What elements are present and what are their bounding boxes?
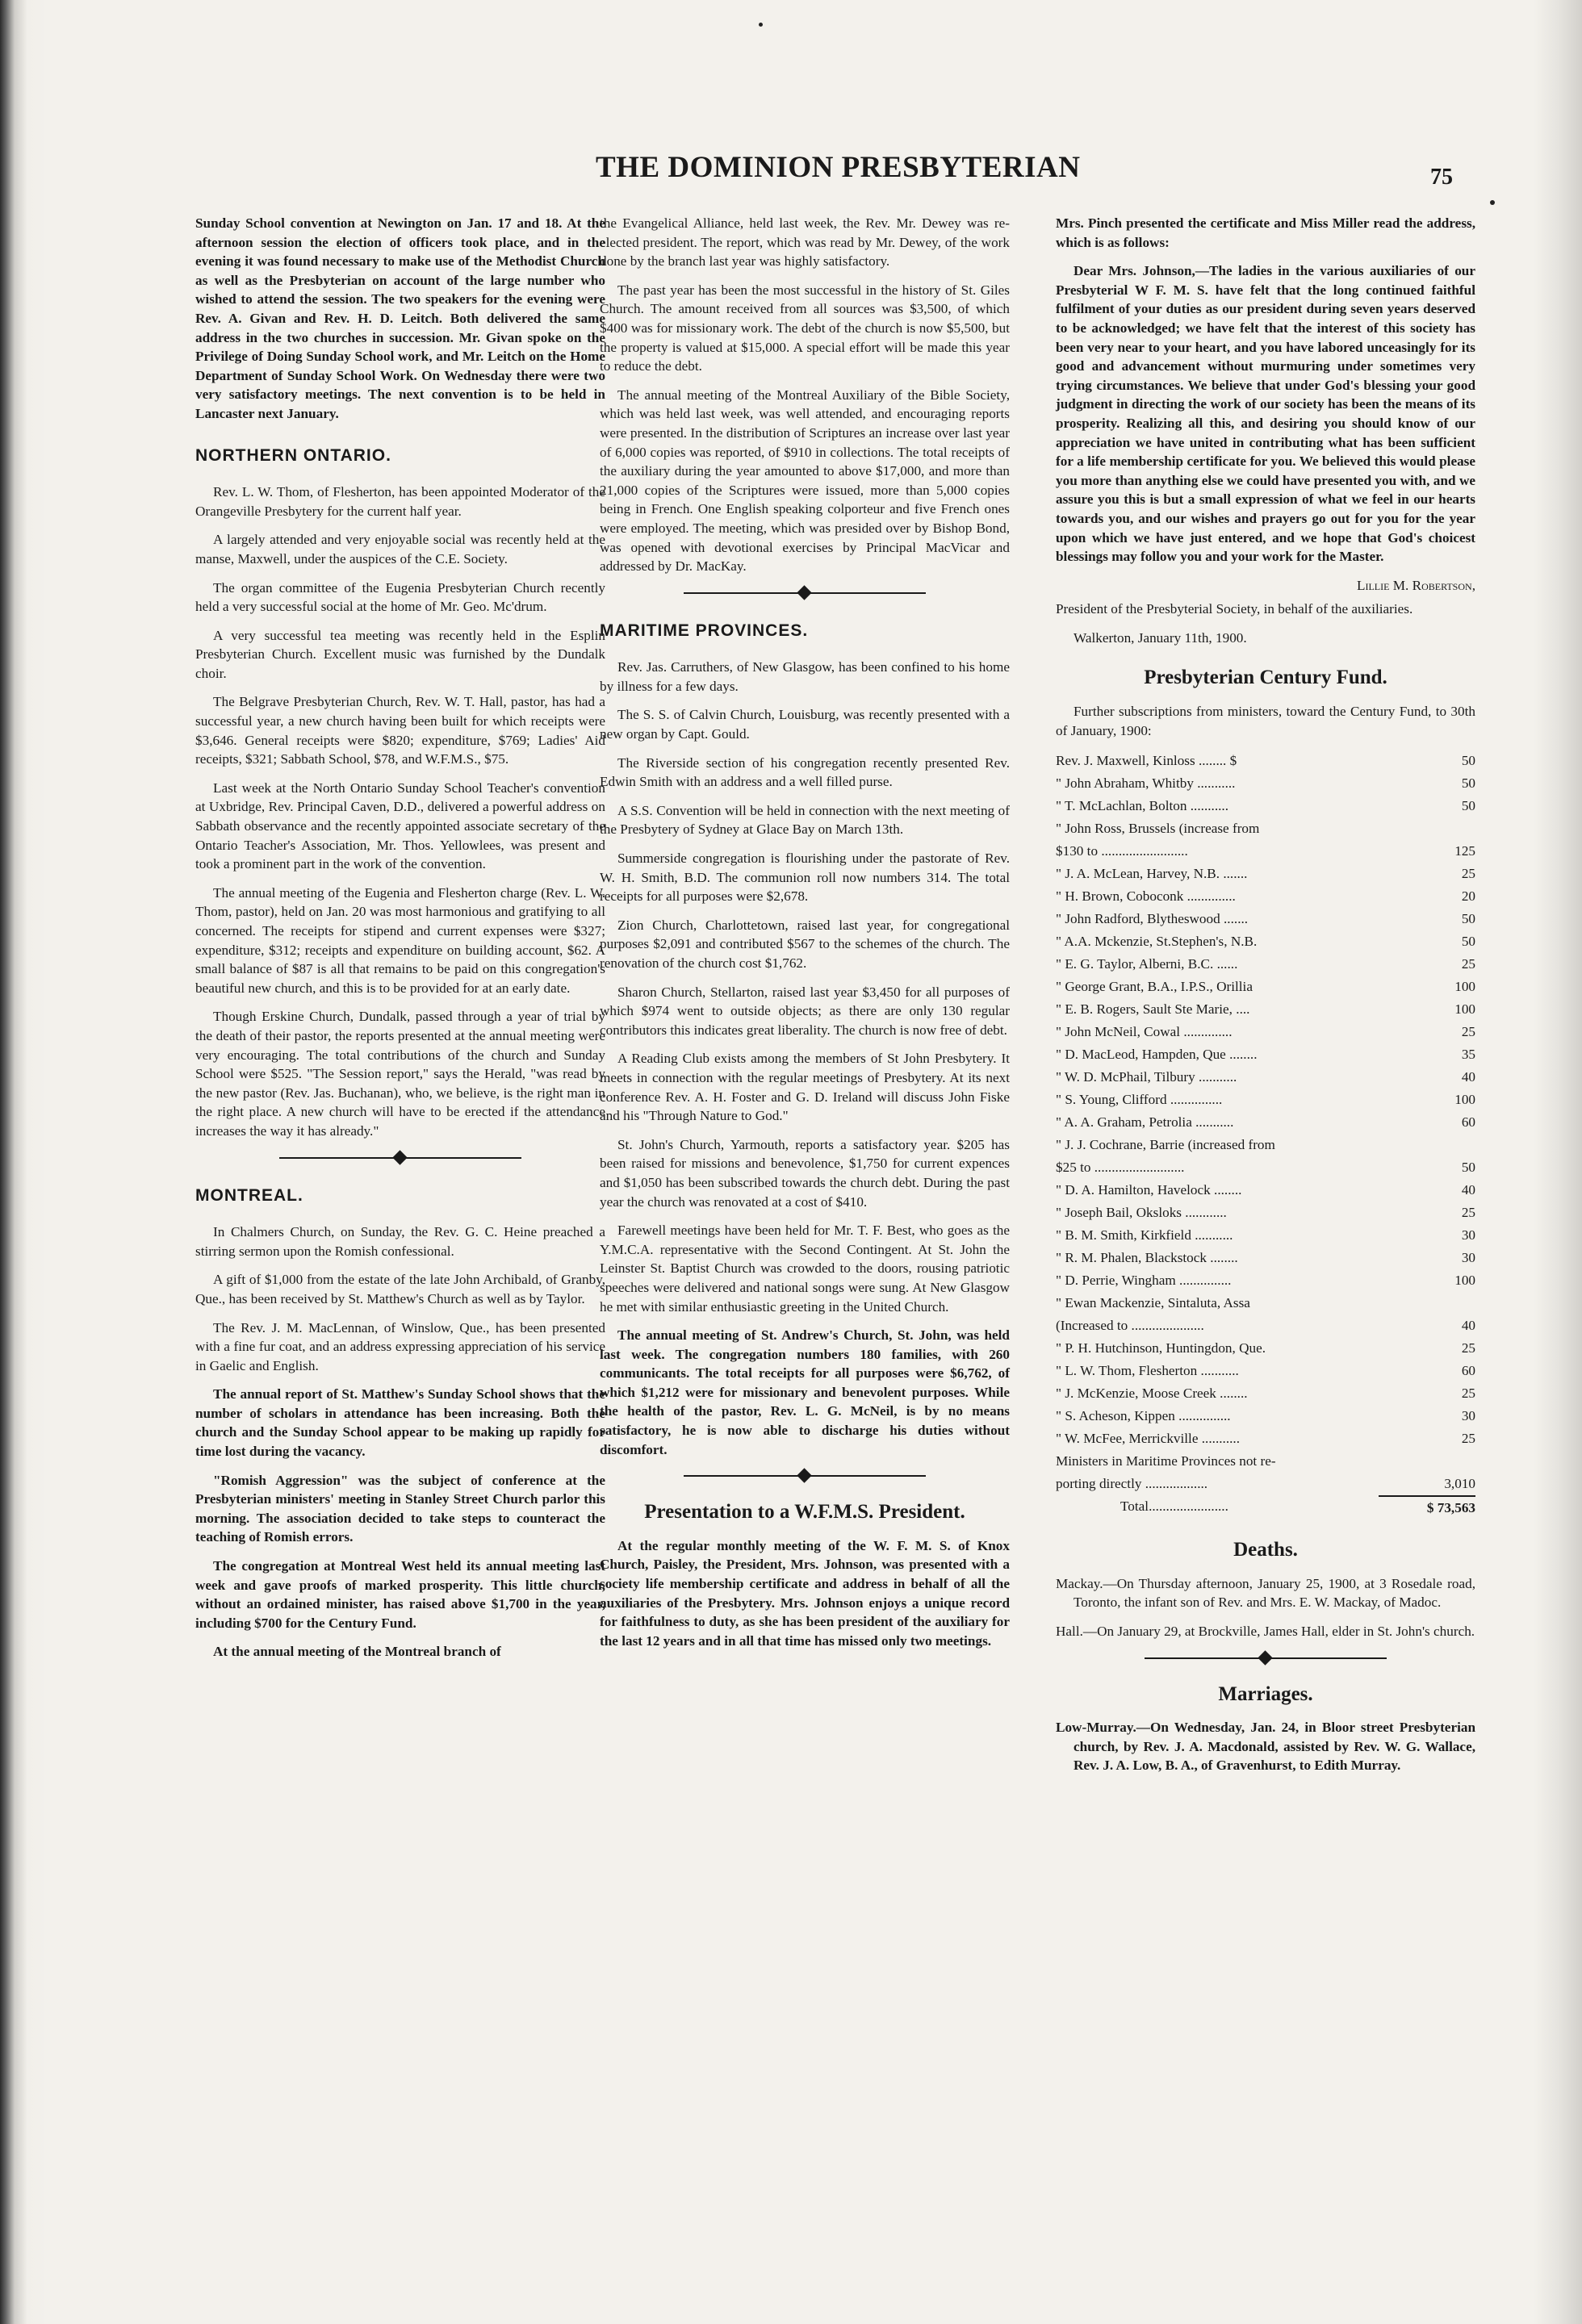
signature-role: President of the Presbyterial Society, in behalf of the auxiliaries. [1056, 601, 1413, 617]
section-heading-montreal: MONTREAL. [195, 1185, 303, 1205]
article-continuation: Sunday School convention at Newington on Jan. 17 and 18. At the afternoon session the election of officers took place, and in the evening it was found necessary to make use of the Methodist Church as well as the Presbyterian on account of the large number who wished to attend the session. The two speakers for the evening were Rev. A. Givan and Rev. H. D. Leitch. Both delivered the same address in the two churches in succession. Mr. Givan spoke on the Privilege of Doing Sunday School work, and Mr. Leitch on the Home Department of Sunday School Work. On Wednesday there were two very satisfactory meetings. The next convention is to be held in Lancaster next January. [195, 215, 605, 421]
fund-amount: 25 [1461, 866, 1475, 882]
fund-row [1056, 1315, 1475, 1337]
fund-row [1056, 930, 1475, 953]
fund-contributor: $25 to .......................... [1056, 1160, 1185, 1176]
section-divider-ornament [1145, 1653, 1387, 1664]
fund-row [1056, 1179, 1475, 1202]
news-item: Rev. Jas. Carruthers, of New Glasgow, has been confined to his home by illness for a few days. [600, 659, 1010, 694]
fund-amount: 25 [1461, 1386, 1475, 1402]
news-item: A S.S. Convention will be held in connection with the next meeting of the Presbytery of Sydney at Glace Bay on March 13th. [600, 802, 1010, 838]
fund-row [1056, 1134, 1475, 1156]
news-item: A largely attended and very enjoyable social was recently held at the manse, Maxwell, under the auspices of the C.E. Society. [195, 532, 605, 566]
news-item: The annual meeting of the Eugenia and Flesherton charge (Rev. L. W. Thom, pastor), held on Jan. 20 was most harmonious and gratifying to all concerned. The receipts for stipend and current expenses were $327; expenditure, $312; receipts and expenditure on building account, $62. A small balance of $87 is all that remains to be paid on this congregation's beautiful new church, and this is to be provided for at an early date. [195, 884, 605, 996]
fund-amount [1419, 1292, 1475, 1315]
fund-contributor: " L. W. Thom, Flesherton ........... [1056, 1363, 1239, 1379]
news-item: The organ committee of the Eugenia Presbyterian Church recently held a very successful social at the home of Mr. Geo. Mc'drum. [195, 579, 605, 615]
fund-amount: 100 [1454, 1092, 1475, 1108]
news-item: The past year has been the most successful in the history of St. Giles Church. The amount received from all sources was $3,500, of which $400 was for missionary work. The debt of the church is now $5,500, but the property is valued at $15,000. A special effort will be made this year to reduce the debt. [600, 282, 1010, 374]
fund-contributor: " S. Young, Clifford ............... [1056, 1092, 1223, 1108]
section-heading-presentation: Presentation to a W.F.M.S. President. [644, 1501, 965, 1524]
news-item: Summerside congregation is flourishing under the pastorate of Rev. W. H. Smith, B.D. The communion roll now numbers 314. The total receipts for all purposes were $2,678. [600, 851, 1010, 905]
fund-amount: 50 [1461, 798, 1475, 814]
fund-amount: 50 [1461, 934, 1475, 950]
fund-contributor: " D. A. Hamilton, Havelock ........ [1056, 1182, 1242, 1198]
fund-contributor: " A.A. Mckenzie, St.Stephen's, N.B. [1056, 934, 1258, 950]
fund-row [1056, 1066, 1475, 1089]
fund-row [1056, 1382, 1475, 1405]
news-item: The congregation at Montreal West held its annual meeting last week and gave proofs of marked prosperity. This little church, without an ordained minister, has raised above $1,700 in the year, including $700 for the Century Fund. [195, 1558, 605, 1631]
fund-contributor: " John Ross, Brussels (increase from [1056, 821, 1260, 837]
fund-contributor: $130 to ......................... [1056, 843, 1188, 859]
fund-contributor: " E. B. Rogers, Sault Ste Marie, .... [1056, 1001, 1250, 1018]
section-heading-marriages: Marriages. [1218, 1682, 1313, 1705]
fund-amount: 20 [1461, 888, 1475, 905]
section-heading-deaths: Deaths. [1233, 1539, 1298, 1561]
fund-row [1056, 1202, 1475, 1224]
fund-amount: 40 [1461, 1069, 1475, 1085]
fund-amount: 25 [1461, 1431, 1475, 1447]
fund-row [1056, 998, 1475, 1021]
fund-contributor: " John Radford, Blytheswood ....... [1056, 911, 1249, 927]
fund-amount: 25 [1461, 1024, 1475, 1040]
news-item: the Evangelical Alliance, held last week, the Rev. Mr. Dewey was re-elected president. The report, which was read by Mr. Dewey, of the work done by the branch last year was highly satisfactory. [600, 215, 1010, 270]
fund-contributor: " D. MacLeod, Hampden, Que ........ [1056, 1047, 1258, 1063]
news-item: A Reading Club exists among the members of St John Presbytery. It meets in connection with the regular meetings of Presbytery. At its next conference Rev. A. H. Foster and G. D. Ireland will discuss John Fiske and his "Through Nature to God." [600, 1051, 1010, 1124]
news-item: Last week at the North Ontario Sunday School Teacher's convention at Uxbridge, Rev. Principal Caven, D.D., delivered a powerful address on Sabbath observance and the recently appointed associate secretary of the Ontario Teacher's Association, Mr. Thos. Yellowlees, was present and took a prominent part in the work of the convention. [195, 780, 605, 872]
fund-row [1056, 840, 1475, 863]
fund-contributor: " H. Brown, Coboconk .............. [1056, 888, 1236, 905]
fund-row [1056, 772, 1475, 795]
section-divider-ornament [684, 587, 926, 599]
fund-amount: 30 [1461, 1408, 1475, 1424]
signature-name: Lillie M. Robertson, [1356, 577, 1475, 593]
news-item: At the annual meeting of the Montreal branch of [213, 1644, 501, 1660]
publication-title: THE DOMINION PRESBYTERIAN [596, 151, 1081, 184]
fund-contributor: " John Abraham, Whitby ........... [1056, 775, 1236, 792]
fund-amount: 50 [1461, 911, 1475, 927]
fund-contributor: " John McNeil, Cowal .............. [1056, 1024, 1233, 1040]
news-item: The Belgrave Presbyterian Church, Rev. W. T. Hall, pastor, has had a successful year, a new church having been built for which receipts were $3,646. General receipts were $820; expenditure, $769; Ladies' Aid receipts, $321; Sabbath School, $78, and W.F.M.S., $75. [195, 694, 605, 767]
news-item: St. John's Church, Yarmouth, reports a satisfactory year. $205 has been raised for missions and benevolence, $1,750 for current expences and $1,050 has been subscribed towards the church debt. During the past year the church was renovated at a cost of $410. [600, 1136, 1010, 1210]
fund-contributor: " George Grant, B.A., I.P.S., Orillia [1056, 979, 1253, 995]
deaths-list [1056, 1574, 1475, 1641]
page-header [0, 145, 1582, 194]
fund-row [1056, 953, 1475, 976]
fund-total-amount: $ 73,563 [1379, 1495, 1475, 1519]
news-item: The Riverside section of his congregation recently presented Rev. Edwin Smith with an address and a well filled purse. [600, 754, 1010, 790]
fund-row [1056, 795, 1475, 817]
news-item: A gift of $1,000 from the estate of the late John Archibald, of Granby, Que., has been received by St. Matthew's Church as well as by Taylor. [195, 1272, 605, 1306]
section-heading-century-fund: Presbyterian Century Fund. [1144, 667, 1387, 689]
fund-row [1056, 1247, 1475, 1269]
fund-amount: 50 [1461, 1160, 1475, 1176]
fund-row [1056, 1337, 1475, 1360]
news-item: The annual report of St. Matthew's Sunday School shows that the number of scholars in attendance has been increasing. Both the church and the Sunday School appear to be making up rapidly for time lost during the vacancy. [195, 1386, 605, 1460]
fund-contributor: " J. McKenzie, Moose Creek ........ [1056, 1386, 1248, 1402]
news-item: A very successful tea meeting was recently held in the Esplin Presbyterian Church. Excellent music was furnished by the Dundalk choir. [195, 627, 605, 681]
fund-contributor: " D. Perrie, Wingham ............... [1056, 1273, 1232, 1289]
news-item: Sharon Church, Stellarton, raised last year $3,450 for all purposes of which $974 went to outside objects; as there are only 130 regular contributors this indicates great liberality. The church is now free of debt. [600, 984, 1010, 1038]
fund-amount: 125 [1454, 843, 1475, 859]
fund-row [1056, 1089, 1475, 1111]
ink-speck [759, 23, 763, 27]
fund-row [1056, 1224, 1475, 1247]
fund-amount: 35 [1461, 1047, 1475, 1063]
death-notice: Hall.—On January 29, at Brockville, James Hall, elder in St. John's church. [1056, 1624, 1475, 1640]
fund-contributor: " J. A. McLean, Harvey, N.B. ....... [1056, 866, 1248, 882]
ink-speck [1490, 200, 1495, 205]
fund-amount: 50 [1461, 775, 1475, 792]
fund-amount [1419, 1134, 1475, 1156]
news-item: Though Erskine Church, Dundalk, passed through a year of trial by the death of their pastor, the reports presented at the annual meeting were very encouraging. The total contributions of the church and Sunday School were $525. "The Session report," says the Herald, "was read by the new pastor (Rev. Jas. Buchanan), who, we believe, is the right man in the right place. A new church will have to be erected if the attendance increases the way it has already." [195, 1009, 605, 1139]
fund-row [1056, 750, 1475, 772]
fund-contributor: " J. J. Cochrane, Barrie (increased from [1056, 1137, 1275, 1153]
death-notice: Mackay.—On Thursday afternoon, January 25, 1900, at 3 Rosedale road, Toronto, the infant son of Rev. and Mrs. E. W. Mackay, of Madoc. [1056, 1575, 1475, 1611]
fund-row [1056, 863, 1475, 885]
section-divider-ornament [684, 1470, 926, 1482]
fund-row [1056, 1156, 1475, 1179]
column-middle [600, 214, 1010, 1660]
fund-row [1056, 1360, 1475, 1382]
fund-amount [1419, 817, 1475, 840]
news-item: Farewell meetings have been held for Mr. T. F. Best, who goes as the Y.M.C.A. representative with the Second Contingent. At St. John the Leinster St. Baptist Church was crowded to the doors, rousing patriotic speeches were delivered and national songs were sung. At New Glasgow he met with similar enthusiastic greeting in the United Church. [600, 1223, 1010, 1315]
news-item: "Romish Aggression" was the subject of conference at the Presbyterian ministers' meeting in Stanley Street Church parlor this morning. The association decided to take steps to counteract the teaching of Romish errors. [195, 1472, 605, 1545]
section-divider-ornament [279, 1152, 521, 1164]
fund-amount: 100 [1454, 1001, 1475, 1018]
column-left [195, 214, 605, 1671]
fund-contributor: " A. A. Graham, Petrolia ........... [1056, 1114, 1234, 1131]
fund-contributor: " W. D. McPhail, Tilbury ........... [1056, 1069, 1237, 1085]
fund-row [1056, 1405, 1475, 1427]
fund-intro: Further subscriptions from ministers, toward the Century Fund, to 30th of January, 1900: [1056, 704, 1475, 738]
fund-row [1056, 1043, 1475, 1066]
fund-amount: 100 [1454, 979, 1475, 995]
fund-row [1056, 1292, 1475, 1315]
fund-row [1056, 1427, 1475, 1450]
page-number: 75 [1430, 165, 1453, 190]
news-item: Rev. L. W. Thom, of Flesherton, has been appointed Moderator of the Orangeville Presbytery for the current half year. [195, 484, 605, 519]
news-item: Zion Church, Charlottetown, raised last year, for congregational purposes $2,091 and contributed $567 to the schemes of the church. The renovation of the church cost $1,762. [600, 917, 1010, 971]
fund-amount: 30 [1461, 1227, 1475, 1244]
news-item: The S. S. of Calvin Church, Louisburg, was recently presented with a new organ by Capt. Gould. [600, 707, 1010, 742]
section-heading-maritime-provinces: MARITIME PROVINCES. [600, 621, 809, 640]
fund-row [1056, 908, 1475, 930]
news-item: The Rev. J. M. MacLennan, of Winslow, Que., has been presented with a fine fur coat, and an address expressing appreciation of his service in Gaelic and English. [195, 1319, 605, 1373]
fund-contributor: Rev. J. Maxwell, Kinloss ........ $ [1056, 753, 1237, 769]
fund-contributor: " Ewan Mackenzie, Sintaluta, Assa [1056, 1295, 1250, 1311]
column-right [1056, 214, 1475, 1785]
fund-amount: 60 [1461, 1363, 1475, 1379]
marriages-list [1056, 1718, 1475, 1775]
fund-amount: 100 [1454, 1273, 1475, 1289]
fund-amount: 40 [1461, 1182, 1475, 1198]
fund-contributor: " S. Acheson, Kippen ............... [1056, 1408, 1231, 1424]
fund-amount: 25 [1461, 956, 1475, 972]
fund-list [1056, 750, 1475, 1495]
fund-row [1056, 817, 1475, 840]
fund-contributor: porting directly .................. [1056, 1476, 1208, 1492]
fund-amount: 3,010 [1444, 1476, 1475, 1492]
section-heading-northern-ontario: NORTHERN ONTARIO. [195, 445, 391, 465]
news-item: At the regular monthly meeting of the W. F. M. S. of Knox Church, Paisley, the President, Mrs. Johnson, was presented with a society life membership certificate and address in behalf of all the auxiliaries of the Presbytery. Mrs. Johnson enjoys a unique record for faithfulness to duty, as she has been president of the auxiliary for the last 12 years and in all that time has missed only two meetings. [600, 1537, 1010, 1649]
fund-row [1056, 976, 1475, 998]
fund-contributor: " B. M. Smith, Kirkfield ........... [1056, 1227, 1233, 1244]
fund-contributor: " R. M. Phalen, Blackstock ........ [1056, 1250, 1238, 1266]
marriage-notice: Low-Murray.—On Wednesday, Jan. 24, in Bloor street Presbyterian church, by Rev. J. A. Macdonald, assisted by Rev. W. G. Wallace, Rev. J. A. Low, B. A., of Gravenhurst, to Edith Murray. [1056, 1720, 1475, 1774]
fund-amount: 60 [1461, 1114, 1475, 1131]
news-item: The annual meeting of St. Andrew's Church, St. John, was held last week. The congregation numbers 180 families, with 260 communicants. The total receipts for all purposes were $6,762, of which $1,212 were for missionary and benevolent purposes. While the health of the pastor, Rev. L. G. McNeil, is by no means satisfactory, he is now able to discharge his duties without discomfort. [600, 1327, 1010, 1457]
fund-amount [1419, 1450, 1475, 1473]
fund-contributor: (Increased to ..................... [1056, 1318, 1204, 1334]
address-letter: Dear Mrs. Johnson,—The ladies in the various auxiliaries of our Presbyterial W F. M. S. have felt that the long continued faithful fulfilment of your duties as our president during seven years deserved to be acknowledged; we have felt that the interest of this society has been very near to your heart, and you have labored unceasingly for its good and advancement without murmuring under sometimes very trying circumstances. We believe that under God's blessing your good judgment in directing the work of our society has been the means of its prosperity. Realizing all this, and desiring you should know of our appreciation we have united in contributing what has been sufficient for a life membership certificate for you. We believed this would please you more than anything else we could have presented you with, and we assure you this is but a small expression of what we feel in our hearts towards you, and our wishes and prayers go out for you for the year upon which we have just entered, and we hope that God's choicest blessings may follow you and your work for the Master. [1056, 263, 1475, 565]
fund-contributor: " Joseph Bail, Oksloks ............ [1056, 1205, 1227, 1221]
news-item: The annual meeting of the Montreal Auxiliary of the Bible Society, which was held last week, was well attended, and encouraging reports were presented. In the distribution of Scriptures an increase over last year of 6,000 copies was reported, of $910 in collections. The total receipts of the auxiliary during the year amounted to above $17,000, and more than 21,000 copies of the Scriptures were issued, more than 5,000 copies being in French. One English speaking colporteur and five French ones were employed. The meeting, which was presided over by Bishop Bond, was opened with devotional exercises by Principal MacVicar and addressed by Dr. MacKay. [600, 387, 1010, 575]
fund-amount: 40 [1461, 1318, 1475, 1334]
fund-row [1056, 1111, 1475, 1134]
news-item: In Chalmers Church, on Sunday, the Rev. G. C. Heine preached a stirring sermon upon the Romish confessional. [195, 1224, 605, 1259]
fund-amount: 25 [1461, 1205, 1475, 1221]
fund-amount: 30 [1461, 1250, 1475, 1266]
place-date: Walkerton, January 11th, 1900. [1074, 629, 1247, 646]
fund-amount: 25 [1461, 1340, 1475, 1356]
fund-amount: 50 [1461, 753, 1475, 769]
fund-row [1056, 1473, 1475, 1495]
fund-row [1056, 1021, 1475, 1043]
news-item: Mrs. Pinch presented the certificate and Miss Miller read the address, which is as follows: [1056, 215, 1475, 250]
fund-row [1056, 1269, 1475, 1292]
fund-contributor: " P. H. Hutchinson, Huntingdon, Que. [1056, 1340, 1266, 1356]
fund-contributor: " W. McFee, Merrickville ........... [1056, 1431, 1241, 1447]
fund-contributor: " E. G. Taylor, Alberni, B.C. ...... [1056, 956, 1238, 972]
fund-total-row [1056, 1495, 1475, 1519]
fund-contributor: Ministers in Maritime Provinces not re- [1056, 1453, 1276, 1469]
fund-row [1056, 885, 1475, 908]
fund-contributor: " T. McLachlan, Bolton ........... [1056, 798, 1229, 814]
fund-total-label: Total....................... [1120, 1498, 1228, 1515]
fund-row [1056, 1450, 1475, 1473]
